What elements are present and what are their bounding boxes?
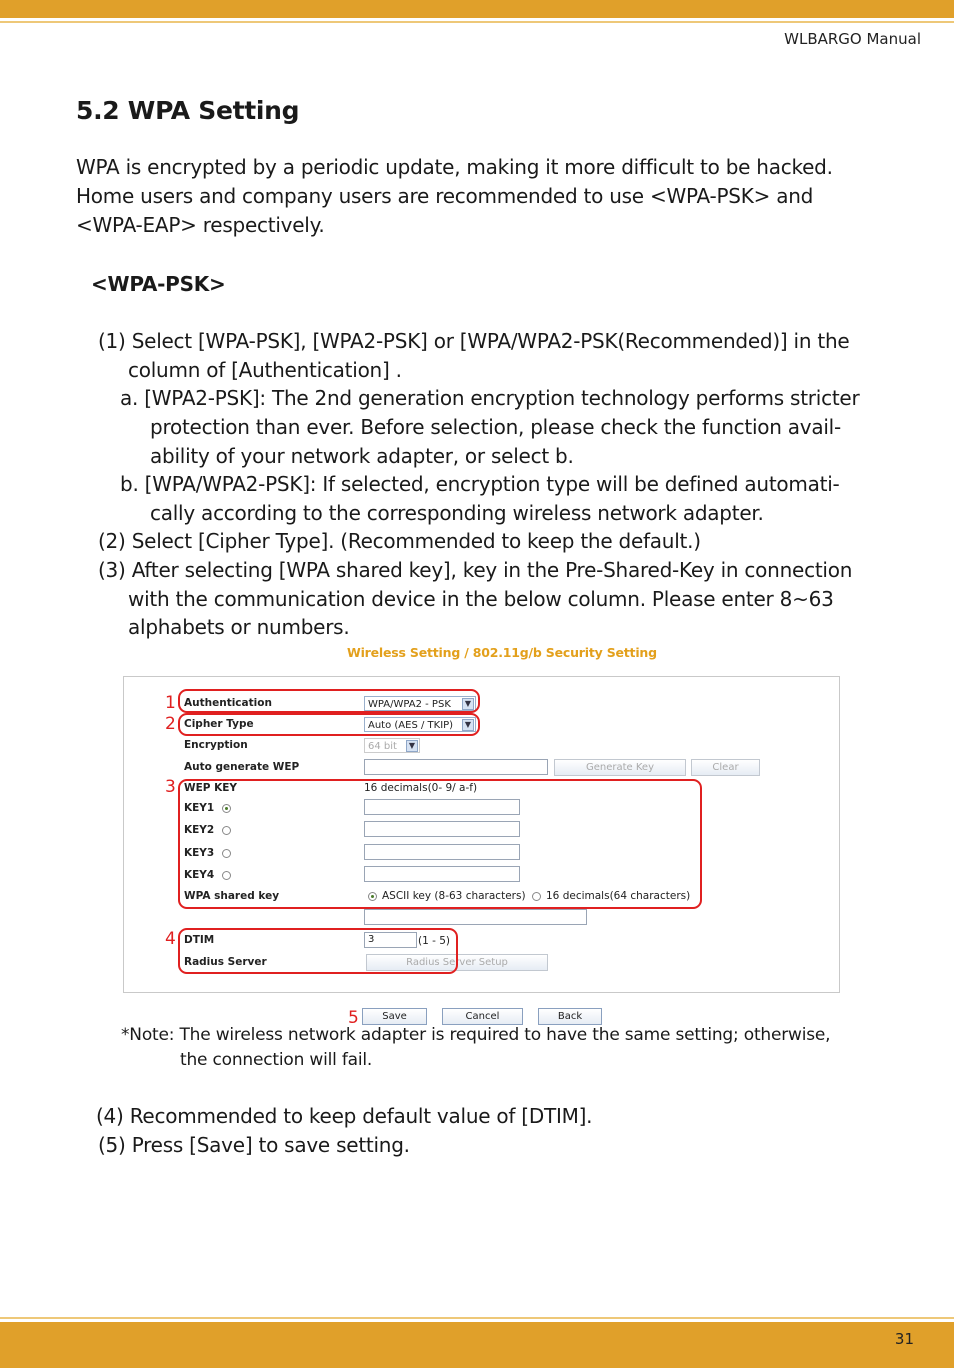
subheading-wpa-psk: <WPA-PSK> [91, 272, 226, 296]
step-1b-line-1: b. [WPA/WPA2-PSK]: If selected, encryption type will be defined automati- [120, 472, 840, 496]
cipher-type-value: Auto (AES / TKIP) [368, 720, 454, 731]
cancel-button[interactable]: Cancel [442, 1008, 523, 1025]
callout-box-authentication [178, 689, 480, 713]
section-title: 5.2 WPA Setting [76, 96, 300, 125]
step-4: (4) Recommended to keep default value of [DTIM]. [96, 1104, 593, 1128]
intro-line-2: Home users and company users are recommended to use <WPA-PSK> and [76, 184, 814, 208]
step-1-line-1: (1) Select [WPA-PSK], [WPA2-PSK] or [WPA/WPA2-PSK(Recommended)] in the [98, 329, 850, 353]
note-line-2: the connection will fail. [180, 1050, 373, 1070]
chevron-down-icon: ▼ [462, 719, 474, 731]
bottom-banner [0, 1322, 954, 1368]
wep-key-format: 16 decimals(0- 9/ a-f) [364, 782, 478, 794]
label-cipher-type: Cipher Type [184, 718, 254, 730]
step-3-line-3: alphabets or numbers. [128, 615, 350, 639]
authentication-value: WPA/WPA2 - PSK [368, 699, 451, 710]
save-button[interactable]: Save [362, 1008, 427, 1025]
callout-number-3: 3 [165, 777, 176, 797]
label-wep-key: WEP KEY [184, 782, 238, 794]
label-authentication: Authentication [184, 697, 272, 709]
chevron-down-icon: ▼ [462, 698, 474, 710]
dtim-range: (1 - 5) [418, 935, 451, 947]
callout-number-1: 1 [165, 693, 176, 713]
dtim-input[interactable]: 3 [364, 932, 417, 948]
note-line-1: *Note: The wireless network adapter is required to have the same setting; otherwise, [121, 1025, 831, 1045]
step-3-line-1: (3) After selecting [WPA shared key], key in the Pre-Shared-Key in connection [98, 558, 853, 582]
step-2: (2) Select [Cipher Type]. (Recommended to keep the default.) [98, 529, 701, 553]
radius-server-setup-button[interactable]: Radius Server Setup [366, 954, 548, 971]
label-wpa-shared-key: WPA shared key [184, 890, 280, 902]
step-1a-line-1: a. [WPA2-PSK]: The 2nd generation encryption technology performs stricter [120, 386, 860, 410]
auto-generate-wep-input[interactable] [364, 759, 548, 775]
manual-title: WLBARGO Manual [784, 30, 921, 48]
top-stripe [0, 21, 954, 23]
label-key4: KEY4 [184, 869, 215, 881]
step-1a-line-2: protection than ever. Before selection, please check the function avail- [150, 415, 841, 439]
callout-box-cipher-type [178, 713, 480, 736]
encryption-select[interactable] [364, 738, 420, 753]
top-banner [0, 0, 954, 18]
step-3-line-2: with the communication device in the below column. Please enter 8~63 [128, 587, 834, 611]
label-key3: KEY3 [184, 847, 215, 859]
page-number: 31 [894, 1330, 914, 1348]
bottom-stripe [0, 1317, 954, 1319]
chevron-down-icon: ▼ [406, 740, 418, 752]
ascii-key-option: ASCII key (8-63 characters) [382, 890, 526, 902]
callout-box-keys [178, 779, 702, 909]
label-auto-generate-wep: Auto generate WEP [184, 761, 300, 773]
step-1-line-2: column of [Authentication] . [128, 358, 402, 382]
callout-number-5: 5 [348, 1008, 359, 1028]
step-1b-line-2: cally according to the corresponding wireless network adapter. [150, 501, 764, 525]
encryption-value: 64 bit [368, 741, 397, 752]
label-key2: KEY2 [184, 824, 215, 836]
callout-number-2: 2 [165, 714, 176, 734]
generate-key-button[interactable]: Generate Key [554, 759, 686, 776]
intro-line-3: <WPA-EAP> respectively. [76, 213, 325, 237]
clear-button[interactable]: Clear [691, 759, 760, 776]
intro-line-1: WPA is encrypted by a periodic update, making it more difficult to be hacked. [76, 155, 833, 179]
hex-key-option: 16 decimals(64 characters) [546, 890, 691, 902]
step-5: (5) Press [Save] to save setting. [98, 1133, 410, 1157]
callout-box-dtim [178, 928, 458, 974]
label-encryption: Encryption [184, 739, 248, 751]
callout-number-4: 4 [165, 929, 176, 949]
label-radius-server: Radius Server [184, 956, 267, 968]
label-key1: KEY1 [184, 802, 215, 814]
wpa-shared-key-input[interactable] [364, 909, 587, 925]
figure-title: Wireless Setting / 802.11g/b Security Setting [347, 645, 657, 660]
label-dtim: DTIM [184, 934, 215, 946]
step-1a-line-3: ability of your network adapter, or select b. [150, 444, 574, 468]
back-button[interactable]: Back [538, 1008, 602, 1025]
